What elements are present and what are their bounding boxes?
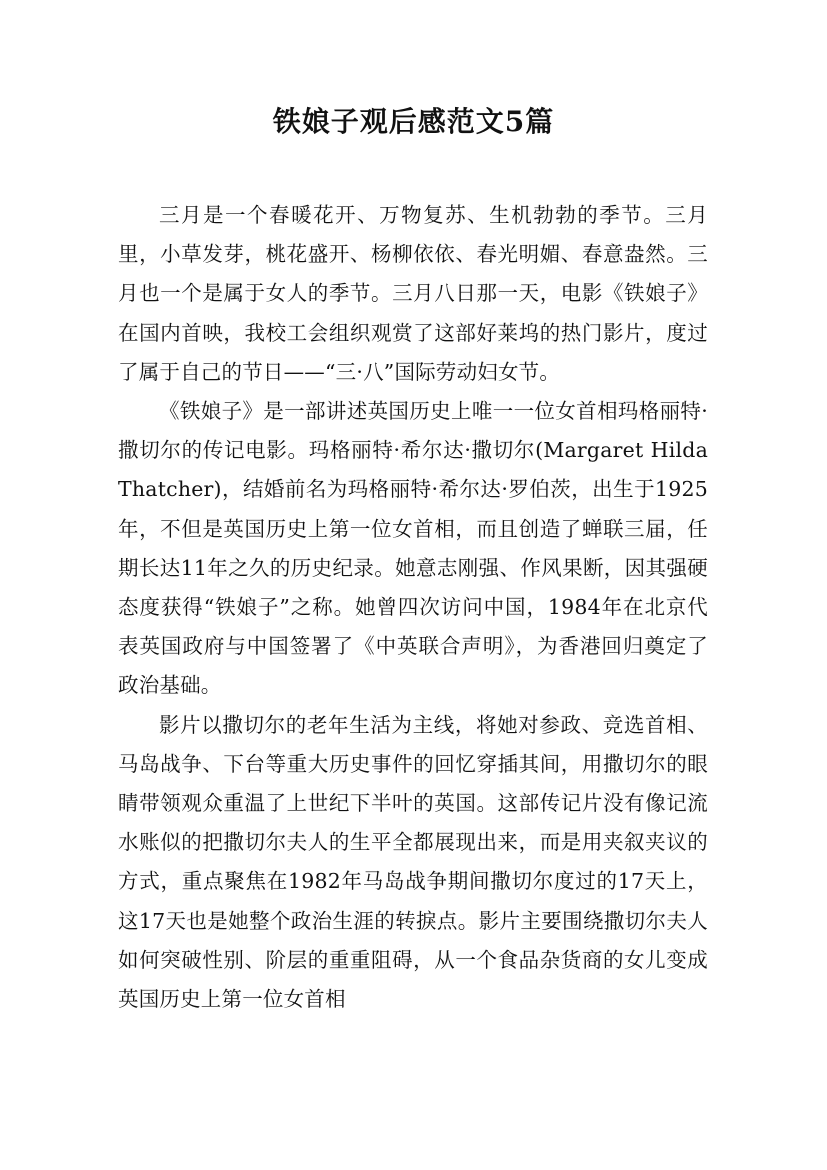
paragraph-1: 三月是一个春暖花开、万物复苏、生机勃勃的季节。三月里，小草发芽，桃花盛开、杨柳依依、春光明媚、春意盎然。三月也一个是属于女人的季节。三月八日那一天，电影《铁娘子》在国内首映，我校工会组织观赏了这部好莱坞的热门影片，度过了属于自己的节日——“三·八”国际劳动妇女节。: [118, 203, 708, 384]
paragraph-2: 《铁娘子》是一部讲述英国历史上唯一一位女首相玛格丽特·撒切尔的传记电影。玛格丽特·希尔达·撒切尔(Margaret Hilda Thatcher)，结婚前名为玛格丽特·希尔达·罗伯茨，出生于1925年，不但是英国历史上第一位女首相，而且创造了蝉联三届，任期长达11年之久的历史纪录。她意志刚强、作风果断，因其强硬态度获得“铁娘子”之称。她曾四次访问中国，1984年在北京代表英国政府与中国签署了《中英联合声明》，为香港回归奠定了政治基础。: [118, 399, 708, 698]
document-title: 铁娘子观后感范文5篇: [272, 105, 555, 138]
document-body: [118, 196, 708, 1019]
paragraph-3: 影片以撒切尔的老年生活为主线，将她对参政、竞选首相、马岛战争、下台等重大历史事件的回忆穿插其间，用撒切尔的眼睛带领观众重温了上世纪下半叶的英国。这部传记片没有像记流水账似的把撒切尔夫人的生平全都展现出来，而是用夹叙夹议的方式，重点聚焦在1982年马岛战争期间撒切尔度过的17天上，这17天也是她整个政治生涯的转捩点。影片主要围绕撒切尔夫人如何突破性别、阶层的重重阻碍，从一个食品杂货商的女儿变成英国历史上第一位女首相: [118, 712, 708, 1012]
